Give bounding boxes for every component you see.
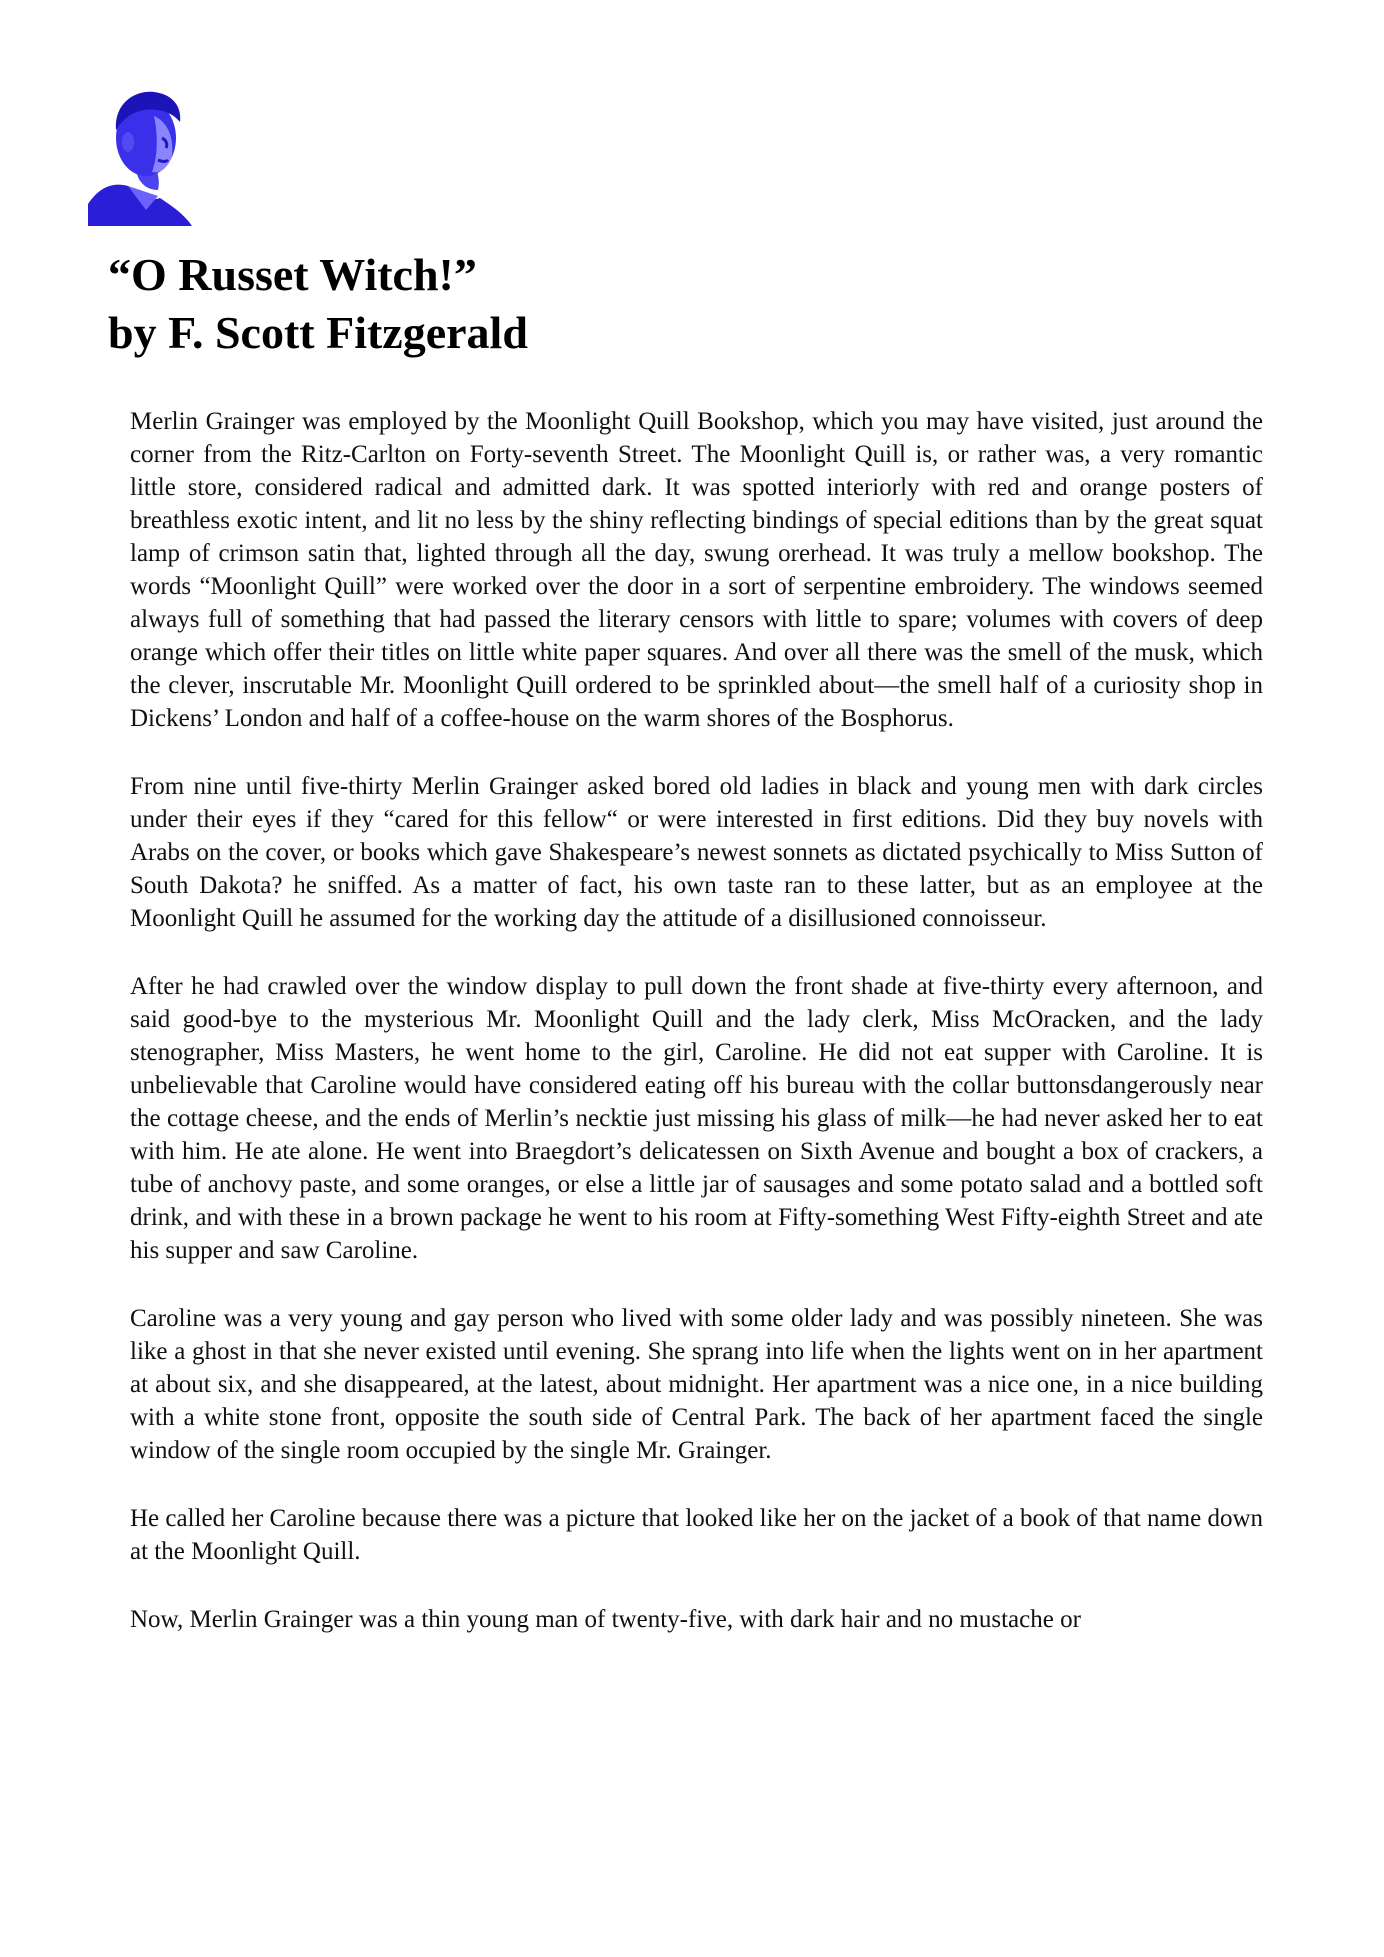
page-title xyxy=(108,246,528,362)
story-body xyxy=(130,405,1263,1671)
story-author: by F. Scott Fitzgerald xyxy=(108,307,528,358)
paragraph: He called her Caroline because there was a picture that looked like her on the jacket of a book of that name down at the Moonlight Quill. xyxy=(130,1505,1263,1565)
paragraph: Merlin Grainger was employed by the Moonlight Quill Bookshop, which you may have visited, just around the corner from the Ritz-Carlton on Forty-seventh Street. The Moonlight Quill is, or rather was, a very romantic little store, considered radical and admitted dark. It was spotted interiorly with red and orange posters of breathless exotic intent, and lit no less by the shiny reflecting bindings of special editions than by the great squat lamp of crimson satin that, lighted through all the day, swung orerhead. It was truly a mellow bookshop. The words “Moonlight Quill” were worked over the door in a sort of serpentine embroidery. The windows seemed always full of something that had passed the literary censors with little to spare; volumes with covers of deep orange which offer their titles on little white paper squares. And over all there was the smell of the musk, which the clever, inscrutable Mr. Moonlight Quill ordered to be sprinkled about—the smell half of a curiosity shop in Dickens’ London and half of a coffee-house on the warm shores of the Bosphorus. xyxy=(130,408,1263,732)
author-portrait-icon xyxy=(88,86,200,226)
paragraph: From nine until five-thirty Merlin Grainger asked bored old ladies in black and young men with dark circles under their eyes if they “cared for this fellow“ or were interested in first editions. Did they buy novels with Arabs on the cover, or books which gave Shakespeare’s newest sonnets as dictated psychically to Miss Sutton of South Dakota? he sniffed. As a matter of fact, his own taste ran to these latter, but as an employee at the Moonlight Quill he assumed for the working day the attitude of a disillusioned connoisseur. xyxy=(130,773,1263,932)
paragraph: Caroline was a very young and gay person who lived with some older lady and was possibly nineteen. She was like a ghost in that she never existed until evening. She sprang into life when the lights went on in her apartment at about six, and she disappeared, at the latest, about midnight. Her apartment was a nice one, in a nice building with a white stone front, opposite the south side of Central Park. The back of her apartment faced the single window of the single room occupied by the single Mr. Grainger. xyxy=(130,1305,1263,1464)
paragraph: After he had crawled over the window display to pull down the front shade at five-thirty every afternoon, and said good-bye to the mysterious Mr. Moonlight Quill and the lady clerk, Miss McOracken, and the lady stenographer, Miss Masters, he went home to the girl, Caroline. He did not eat supper with Caroline. It is unbelievable that Caroline would have considered eating off his bureau with the collar buttonsdangerously near the cottage cheese, and the ends of Merlin’s necktie just missing his glass of milk—he had never asked her to eat with him. He ate alone. He went into Braegdort’s delicatessen on Sixth Avenue and bought a box of crackers, a tube of anchovy paste, and some oranges, or else a little jar of sausages and some potato salad and a bottled soft drink, and with these in a brown package he went to his room at Fifty-something West Fifty-eighth Street and ate his supper and saw Caroline. xyxy=(130,973,1263,1264)
paragraph: Now, Merlin Grainger was a thin young man of twenty-five, with dark hair and no mustache or xyxy=(130,1606,1081,1633)
story-title: “O Russet Witch!” xyxy=(108,249,477,300)
